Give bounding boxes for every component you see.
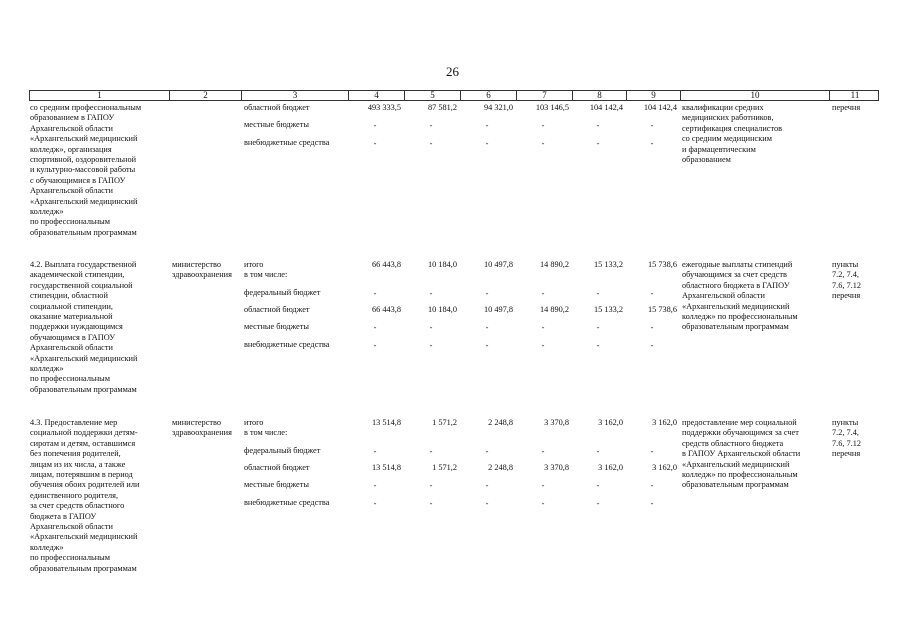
funding-value: - [485,323,489,333]
funding-value: 14 890,2 [539,305,569,314]
funding-value: 104 142,4 [643,103,677,112]
funding-value: - [541,340,545,350]
funding-value: 15 133,2 [593,305,623,314]
expected-result-line: в ГАПОУ Архангельской области [682,449,801,459]
row-description-line: «Архангельский медицинский [30,353,138,363]
funding-source-label: итого [244,418,264,427]
funding-value: - [429,323,433,333]
funding-value: - [650,121,654,131]
funding-value: 13 514,8 [371,418,401,427]
funding-value: - [373,498,377,508]
funding-source-label: областной бюджет [244,305,310,314]
row-description-line: колледж» [30,364,64,373]
funding-value: - [650,323,654,333]
row-description-line: бюджета в ГАПОУ [30,511,97,521]
funding-value: - [429,481,433,491]
funding-value: 10 497,8 [483,260,513,269]
expected-result-line: обучающимся за счет средств [682,270,787,280]
funding-source-label: местные бюджеты [244,120,309,130]
row-description-line: оказание материальной [30,312,113,321]
funding-value: - [596,121,600,131]
reference-line: перечня [832,103,861,112]
expected-result-line: и фармацевтическим [682,144,756,154]
responsible-executor-line: министерство [172,418,222,427]
funding-value: - [596,498,600,508]
funding-value: - [373,121,377,131]
funding-value: - [596,288,600,298]
funding-source-label: в том числе: [244,270,288,280]
row-description-line: и культурно-массовой работы [30,165,136,175]
funding-value: 10 184,0 [427,260,457,269]
row-description-line: образованием в ГАПОУ [30,113,115,123]
funding-value: 87 581,2 [427,103,457,112]
funding-value: 103 146,5 [535,103,569,112]
funding-source-label: федеральный бюджет [244,445,321,455]
header-cell-11: 11 [829,91,880,100]
funding-value: 1 571,2 [432,463,457,472]
expected-result-line: медицинских работников, [682,113,774,123]
row-description-line: единственного родителя, [30,490,119,500]
row-description-line: по профессиональным [30,374,111,384]
funding-value: - [485,340,489,350]
header-cell-8: 8 [572,91,626,100]
expected-result-line: «Архангельский медицинский [682,301,790,311]
funding-value: - [541,288,545,298]
budget-table [29,90,879,632]
row-description-line: сиротам и детям, оставшимся [30,438,136,448]
funding-value: - [373,481,377,491]
funding-source-label: внебюджетные средства [244,339,330,349]
row-description-line: Архангельской области [30,343,113,353]
funding-value: 15 738,6 [647,260,677,269]
funding-value: - [429,446,433,456]
expected-result-line: квалификации средних [682,103,764,112]
funding-source-label: итого [244,260,264,269]
funding-value: - [650,481,654,491]
row-description-line: обучающимся в ГАПОУ [30,332,116,342]
funding-value: 15 738,6 [647,305,677,314]
funding-source-label: местные бюджеты [244,480,309,490]
funding-value: - [596,481,600,491]
row-description-line: образовательным программам [30,563,137,573]
funding-source-label: местные бюджеты [244,322,309,332]
row-description-line: «Архангельский медицинский [30,134,138,144]
funding-value: - [541,121,545,131]
header-cell-5: 5 [404,91,460,100]
reference-line: пункты [832,418,859,427]
expected-result-line: ежегодные выплаты стипендий [682,260,793,269]
funding-value: - [650,138,654,148]
row-description-line: образовательным программам [30,384,137,394]
header-cell-4: 4 [348,91,404,100]
reference-line: пункты [832,260,859,269]
row-description-line: 4.3. Предоставление мер [30,418,118,427]
funding-value: 13 514,8 [371,463,401,472]
funding-value: - [650,340,654,350]
funding-value: - [541,498,545,508]
expected-result-line: предоставление мер социальной [682,418,797,427]
funding-value: - [541,323,545,333]
header-cell-9: 9 [626,91,680,100]
funding-value: - [485,121,489,131]
funding-value: 94 321,0 [483,103,513,112]
funding-value: - [373,288,377,298]
row-description-line: по профессиональным [30,217,111,227]
funding-value: 3 162,0 [652,418,677,427]
funding-value: - [429,138,433,148]
funding-value: - [429,498,433,508]
row-description-line: Архангельской области [30,522,113,531]
funding-value: 3 370,8 [544,463,569,472]
funding-value: - [596,446,600,456]
header-cell-6: 6 [460,91,516,100]
funding-value: - [650,446,654,456]
funding-value: 14 890,2 [539,260,569,269]
funding-value: - [541,446,545,456]
row-description-line: Архангельской области [30,123,113,133]
funding-value: - [429,340,433,350]
header-cell-2: 2 [169,91,241,100]
row-description-line: социальной стипендии, [30,301,113,311]
responsible-executor-line: здравоохранения [172,428,232,438]
row-description-line: по профессиональным [30,553,111,563]
reference-line: перечня [832,449,861,459]
expected-result-line: со средним медицинским [682,134,772,144]
row-description-line: лицам из их числа, а также [30,459,126,469]
funding-source-label: областной бюджет [244,103,310,112]
row-description-line: со средним профессиональным [30,103,142,112]
funding-value: 3 370,8 [544,418,569,427]
row-description-line: академической стипендии, [30,270,125,280]
funding-value: - [596,323,600,333]
funding-value: - [373,340,377,350]
expected-result-line: средств областного бюджета [682,438,784,448]
funding-value: 66 443,8 [371,260,401,269]
funding-value: - [485,481,489,491]
row-description-line: колледж», организация [30,144,112,154]
funding-value: - [485,446,489,456]
funding-value: - [373,446,377,456]
expected-result-line: образовательным программам [682,480,789,490]
funding-value: - [373,323,377,333]
header-cell-7: 7 [516,91,572,100]
row-description-line: Архангельской области [30,186,113,196]
funding-value: - [429,121,433,131]
row-description-line: без попечения родителей, [30,449,121,459]
funding-value: - [485,138,489,148]
funding-value: 2 248,8 [488,418,513,427]
expected-result-line: образованием [682,155,731,164]
header-cell-10: 10 [680,91,829,100]
funding-value: 493 333,5 [367,103,401,112]
row-description-line: лицам, потерявшим в период [30,470,133,479]
funding-value: - [650,288,654,298]
row-description-line: колледж» [30,207,64,216]
funding-value: 15 133,2 [593,260,623,269]
funding-value: 10 497,8 [483,305,513,314]
row-description-line: поддержки нуждающимся [30,322,123,332]
expected-result-line: Архангельской области [682,291,765,301]
expected-result-line: поддержки обучающимся за счет [682,428,799,438]
expected-result-line: «Архангельский медицинский [682,459,790,469]
page-number: 26 [446,64,459,79]
row-description-line: за счет средств областного [30,501,125,511]
funding-value: 66 443,8 [371,305,401,314]
funding-source-label: областной бюджет [244,463,310,472]
expected-result-line: сертификация специалистов [682,123,783,133]
funding-value: 3 162,0 [598,418,623,427]
row-description-line: государственной социальной [30,280,133,290]
responsible-executor-line: здравоохранения [172,270,232,280]
reference-line: 7.6, 7.12 [832,280,862,290]
expected-result-line: областного бюджета в ГАПОУ [682,280,790,290]
row-description-line: спортивной, оздоровительной [30,155,137,164]
table-header-row [29,90,879,101]
responsible-executor-line: министерство [172,260,222,269]
funding-value: - [485,498,489,508]
header-cell-1: 1 [97,90,102,100]
funding-value: - [429,288,433,298]
row-description-line: с обучающимися в ГАПОУ [30,175,126,185]
funding-value: 3 162,0 [652,463,677,472]
funding-value: - [541,138,545,148]
row-description-line: обучения обоих родителей или [30,480,140,490]
funding-value: 104 142,4 [589,103,623,112]
row-description-line: социальной поддержки детям- [30,428,138,438]
header-cell-3: 3 [241,91,348,100]
expected-result-line: образовательным программам [682,322,789,332]
funding-value: 2 248,8 [488,463,513,472]
funding-value: - [485,288,489,298]
reference-line: 7.6, 7.12 [832,438,862,448]
reference-line: 7.2, 7.4, [832,270,859,280]
funding-source-label: федеральный бюджет [244,287,321,297]
funding-value: - [596,340,600,350]
funding-source-label: внебюджетные средства [244,137,330,147]
row-description-line: «Архангельский медицинский [30,532,138,542]
funding-value: 10 184,0 [427,305,457,314]
funding-value: - [541,481,545,491]
row-description-line: образовательным программам [30,227,137,237]
row-description-line: колледж» [30,542,64,552]
reference-line: перечня [832,291,861,301]
funding-value: 1 571,2 [432,418,457,427]
row-description-line: стипендии, областной [30,291,108,301]
funding-source-label: внебюджетные средства [244,497,330,507]
funding-value: - [650,498,654,508]
funding-value: - [373,138,377,148]
row-description-line: «Архангельский медицинский [30,196,138,206]
funding-source-label: в том числе: [244,428,288,438]
funding-value: 3 162,0 [598,463,623,472]
expected-result-line: колледж» по профессиональным [682,312,798,321]
reference-line: 7.2, 7.4, [832,428,859,438]
funding-value: - [596,138,600,148]
expected-result-line: колледж» по профессиональным [682,470,798,479]
row-description-line: 4.2. Выплата государственной [30,260,137,269]
